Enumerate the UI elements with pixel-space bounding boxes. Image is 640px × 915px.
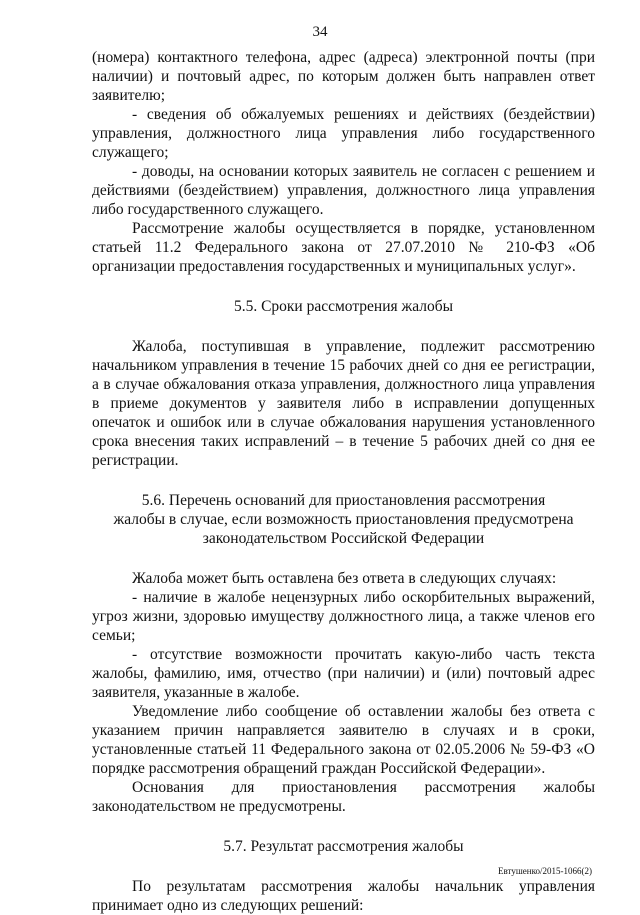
page-number: 34 xyxy=(312,24,328,40)
document-body xyxy=(92,48,595,915)
paragraph: - сведения об обжалуемых решениях и действиях (бездействии) управления, должностного лица управления либо государственного служащего; xyxy=(92,106,595,161)
section-heading: 5.5. Сроки рассмотрения жалобы xyxy=(233,298,454,315)
section-heading-line: 5.6. Перечень оснований для приостановления рассмотрения xyxy=(141,492,546,509)
paragraph: - отсутствие возможности прочитать какую-либо часть текста жалобы, фамилию, имя, отчество (при наличии) и (или) почтовый адрес заявителя, указанные в жалобе. xyxy=(92,646,595,701)
document-footer-code: Евтушенко/2015-1066(2) xyxy=(498,866,592,876)
section-heading-line: законодательством Российской Федерации xyxy=(202,530,485,547)
paragraph: Рассмотрение жалобы осуществляется в порядке, установленном статьей 11.2 Федерального закона от 27.07.2010 № 210-ФЗ «Об организации предоставления государственных и муниципальных услуг». xyxy=(92,220,595,275)
section-heading: 5.7. Результат рассмотрения жалобы xyxy=(223,838,464,855)
section-heading-line: жалобы в случае, если возможность приостановления предусмотрена xyxy=(113,511,574,528)
paragraph: По результатам рассмотрения жалобы начальник управления принимает одно из следующих решений: xyxy=(92,878,595,914)
paragraph: - доводы, на основании которых заявитель не согласен с решением и действиями (бездействием) управления, должностного лица управления либо государственного служащего. xyxy=(92,163,595,218)
paragraph: Жалоба, поступившая в управление, подлежит рассмотрению начальником управления в течение 15 рабочих дней со дня ее регистрации, а в случае обжалования отказа управления, должностного лица управления в приеме документов у заявителя либо в исправлении допущенных опечаток и ошибок или в случае обжалования нарушения установленного срока внесения таких исправлений – в течение 5 рабочих дней со дня ее регистрации. xyxy=(92,338,595,469)
paragraph: Основания для приостановления рассмотрения жалобы законодательством не предусмотрены. xyxy=(92,779,595,815)
paragraph: - наличие в жалобе нецензурных либо оскорбительных выражений, угроз жизни, здоровью имуществу должностного лица, а также членов его семьи; xyxy=(92,589,595,644)
paragraph: Жалоба может быть оставлена без ответа в следующих случаях: xyxy=(132,570,557,587)
paragraph: Уведомление либо сообщение об оставлении жалобы без ответа с указанием причин направляется заявителю в случаях и в сроки, установленные статьей 11 Федерального закона от 02.05.2006 № 59-ФЗ «О порядке рассмотрения обращений граждан Российской Федерации». xyxy=(92,703,595,777)
paragraph: (номера) контактного телефона, адрес (адреса) электронной почты (при наличии) и почтовый адрес, по которым должен быть направлен ответ заявителю; xyxy=(92,49,595,104)
